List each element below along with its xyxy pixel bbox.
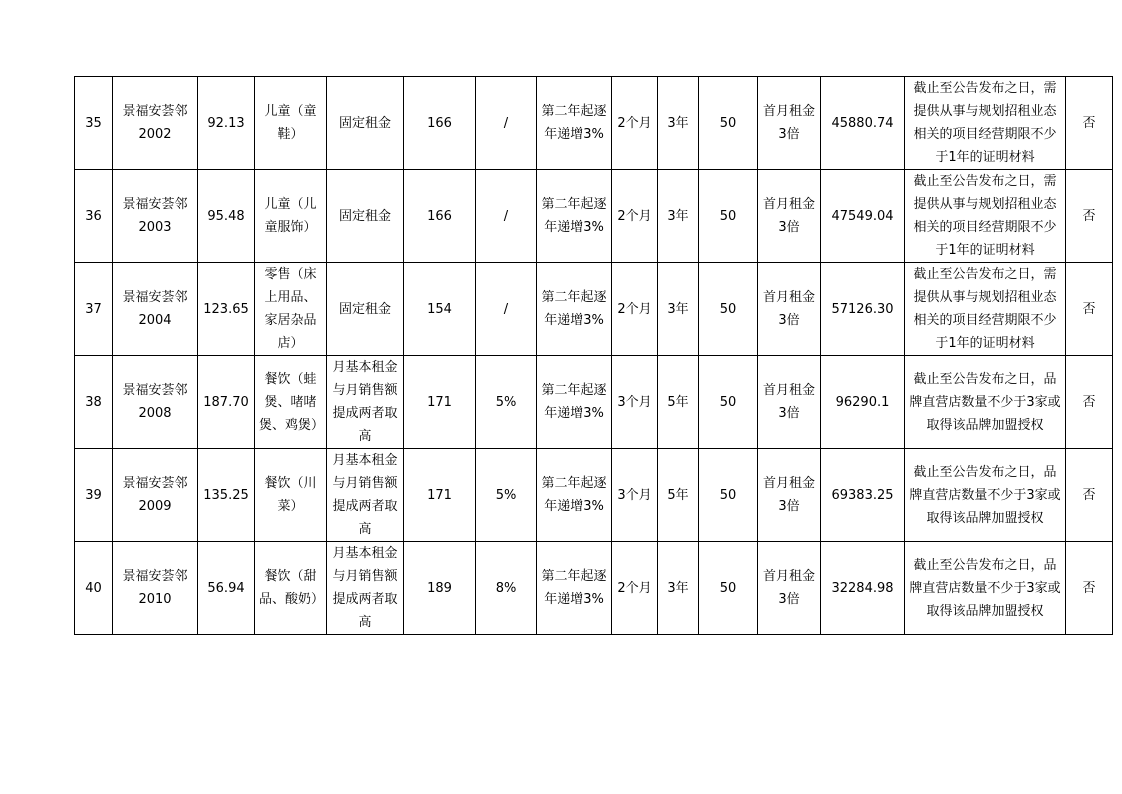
amount: 96290.1 — [821, 356, 905, 449]
area: 135.25 — [198, 449, 255, 542]
increase-rule: 第二年起逐年递增3% — [537, 542, 612, 635]
rent-price: 171 — [404, 356, 476, 449]
amount: 32284.98 — [821, 542, 905, 635]
lease-term: 3年 — [658, 542, 699, 635]
free-period: 2个月 — [612, 170, 658, 263]
unit-name: 景福安荟邻2004 — [113, 263, 198, 356]
table-body — [75, 77, 1113, 635]
area: 95.48 — [198, 170, 255, 263]
table-row — [75, 356, 1113, 449]
column-value: 50 — [699, 542, 758, 635]
table-row — [75, 263, 1113, 356]
flag: 否 — [1066, 77, 1113, 170]
table-row — [75, 77, 1113, 170]
column-value: 50 — [699, 356, 758, 449]
requirement: 截止至公告发布之日，需提供从事与规划招租业态相关的项目经营期限不少于1年的证明材料 — [905, 263, 1066, 356]
deposit: 首月租金3倍 — [758, 356, 821, 449]
commission-rate: 8% — [476, 542, 537, 635]
column-value: 50 — [699, 77, 758, 170]
lease-table — [74, 76, 1113, 635]
rent-mode: 固定租金 — [327, 170, 404, 263]
rent-price: 166 — [404, 170, 476, 263]
business-type: 儿童（童鞋） — [255, 77, 327, 170]
requirement: 截止至公告发布之日，品牌直营店数量不少于3家或取得该品牌加盟授权 — [905, 449, 1066, 542]
amount: 69383.25 — [821, 449, 905, 542]
area: 92.13 — [198, 77, 255, 170]
area: 187.70 — [198, 356, 255, 449]
rent-price: 154 — [404, 263, 476, 356]
rent-price: 189 — [404, 542, 476, 635]
row-number: 35 — [75, 77, 113, 170]
business-type: 零售（床上用品、家居杂品店） — [255, 263, 327, 356]
deposit: 首月租金3倍 — [758, 263, 821, 356]
flag: 否 — [1066, 263, 1113, 356]
row-number: 36 — [75, 170, 113, 263]
commission-rate: / — [476, 170, 537, 263]
row-number: 37 — [75, 263, 113, 356]
rent-mode: 月基本租金与月销售额提成两者取高 — [327, 356, 404, 449]
unit-name: 景福安荟邻2010 — [113, 542, 198, 635]
business-type: 餐饮（甜品、酸奶） — [255, 542, 327, 635]
amount: 57126.30 — [821, 263, 905, 356]
lease-term: 5年 — [658, 449, 699, 542]
amount: 47549.04 — [821, 170, 905, 263]
free-period: 2个月 — [612, 263, 658, 356]
table-row — [75, 170, 1113, 263]
row-number: 40 — [75, 542, 113, 635]
flag: 否 — [1066, 542, 1113, 635]
requirement: 截止至公告发布之日，品牌直营店数量不少于3家或取得该品牌加盟授权 — [905, 542, 1066, 635]
business-type: 儿童（儿童服饰） — [255, 170, 327, 263]
area: 56.94 — [198, 542, 255, 635]
increase-rule: 第二年起逐年递增3% — [537, 77, 612, 170]
column-value: 50 — [699, 170, 758, 263]
rent-mode: 固定租金 — [327, 77, 404, 170]
requirement: 截止至公告发布之日，需提供从事与规划招租业态相关的项目经营期限不少于1年的证明材料 — [905, 170, 1066, 263]
free-period: 3个月 — [612, 449, 658, 542]
column-value: 50 — [699, 449, 758, 542]
unit-name: 景福安荟邻2003 — [113, 170, 198, 263]
flag: 否 — [1066, 170, 1113, 263]
rent-price: 171 — [404, 449, 476, 542]
rent-price: 166 — [404, 77, 476, 170]
requirement: 截止至公告发布之日，需提供从事与规划招租业态相关的项目经营期限不少于1年的证明材料 — [905, 77, 1066, 170]
deposit: 首月租金3倍 — [758, 77, 821, 170]
free-period: 2个月 — [612, 542, 658, 635]
deposit: 首月租金3倍 — [758, 449, 821, 542]
row-number: 39 — [75, 449, 113, 542]
requirement: 截止至公告发布之日，品牌直营店数量不少于3家或取得该品牌加盟授权 — [905, 356, 1066, 449]
table-row — [75, 542, 1113, 635]
commission-rate: 5% — [476, 449, 537, 542]
flag: 否 — [1066, 449, 1113, 542]
unit-name: 景福安荟邻2009 — [113, 449, 198, 542]
lease-term: 3年 — [658, 77, 699, 170]
column-value: 50 — [699, 263, 758, 356]
amount: 45880.74 — [821, 77, 905, 170]
increase-rule: 第二年起逐年递增3% — [537, 449, 612, 542]
deposit: 首月租金3倍 — [758, 542, 821, 635]
commission-rate: 5% — [476, 356, 537, 449]
increase-rule: 第二年起逐年递增3% — [537, 356, 612, 449]
business-type: 餐饮（蛙煲、啫啫煲、鸡煲） — [255, 356, 327, 449]
increase-rule: 第二年起逐年递增3% — [537, 263, 612, 356]
deposit: 首月租金3倍 — [758, 170, 821, 263]
rent-mode: 月基本租金与月销售额提成两者取高 — [327, 542, 404, 635]
commission-rate: / — [476, 263, 537, 356]
commission-rate: / — [476, 77, 537, 170]
increase-rule: 第二年起逐年递增3% — [537, 170, 612, 263]
unit-name: 景福安荟邻2008 — [113, 356, 198, 449]
lease-term: 5年 — [658, 356, 699, 449]
flag: 否 — [1066, 356, 1113, 449]
unit-name: 景福安荟邻2002 — [113, 77, 198, 170]
rent-mode: 月基本租金与月销售额提成两者取高 — [327, 449, 404, 542]
area: 123.65 — [198, 263, 255, 356]
lease-term: 3年 — [658, 170, 699, 263]
business-type: 餐饮（川菜） — [255, 449, 327, 542]
row-number: 38 — [75, 356, 113, 449]
rent-mode: 固定租金 — [327, 263, 404, 356]
table-row — [75, 449, 1113, 542]
free-period: 2个月 — [612, 77, 658, 170]
lease-term: 3年 — [658, 263, 699, 356]
free-period: 3个月 — [612, 356, 658, 449]
